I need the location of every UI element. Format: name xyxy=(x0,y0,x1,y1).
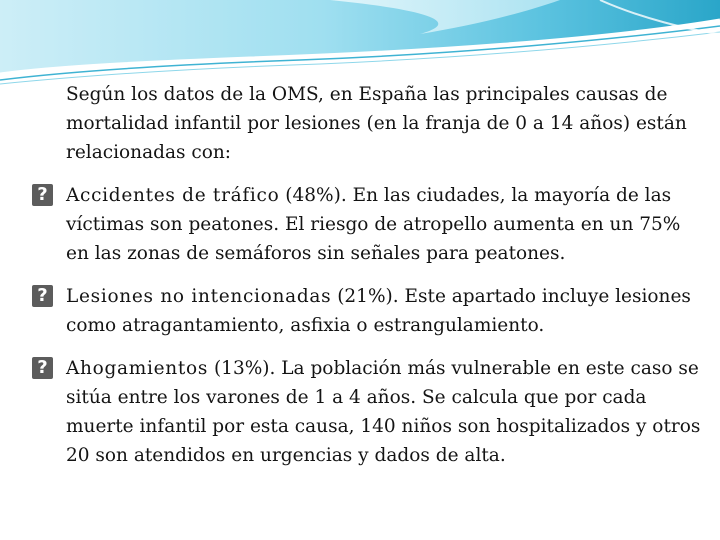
bullet-lead: Accidentes de tráfico xyxy=(66,185,280,206)
list-item xyxy=(37,354,706,470)
list-item xyxy=(37,282,706,340)
bullet-marker-icon: ? xyxy=(32,285,53,307)
intro-paragraph: Según los datos de la OMS, en España las principales causas de mortalidad infantil por lesiones (en la franja de 0 a 14 años) están relacionadas con: xyxy=(66,84,687,163)
slide-content xyxy=(37,80,706,484)
bullet-lead: Lesiones no intencionadas xyxy=(66,286,332,307)
bullet-text: (21%). Este apartado incluye lesiones como atragantamiento, asfixia o estrangulamiento. xyxy=(66,286,691,336)
bullet-lead: Ahogamientos xyxy=(66,358,209,379)
causes-list xyxy=(37,181,706,470)
bullet-marker-icon: ? xyxy=(32,184,53,206)
bullet-text: (48%). En las ciudades, la mayoría de las víctimas son peatones. El riesgo de atropello aumenta en un 75% en las zonas de semáforos sin señales para peatones. xyxy=(66,185,681,264)
list-item xyxy=(37,181,706,268)
bullet-marker-icon: ? xyxy=(32,357,53,379)
header-wave-banner xyxy=(0,0,720,90)
bullet-text: (13%). La población más vulnerable en este caso se sitúa entre los varones de 1 a 4 años. Se calcula que por cada muerte infantil por esta causa, 140 niños son hospitalizados y otros 20 son atendidos en urgencias y dados de alta. xyxy=(66,358,701,466)
